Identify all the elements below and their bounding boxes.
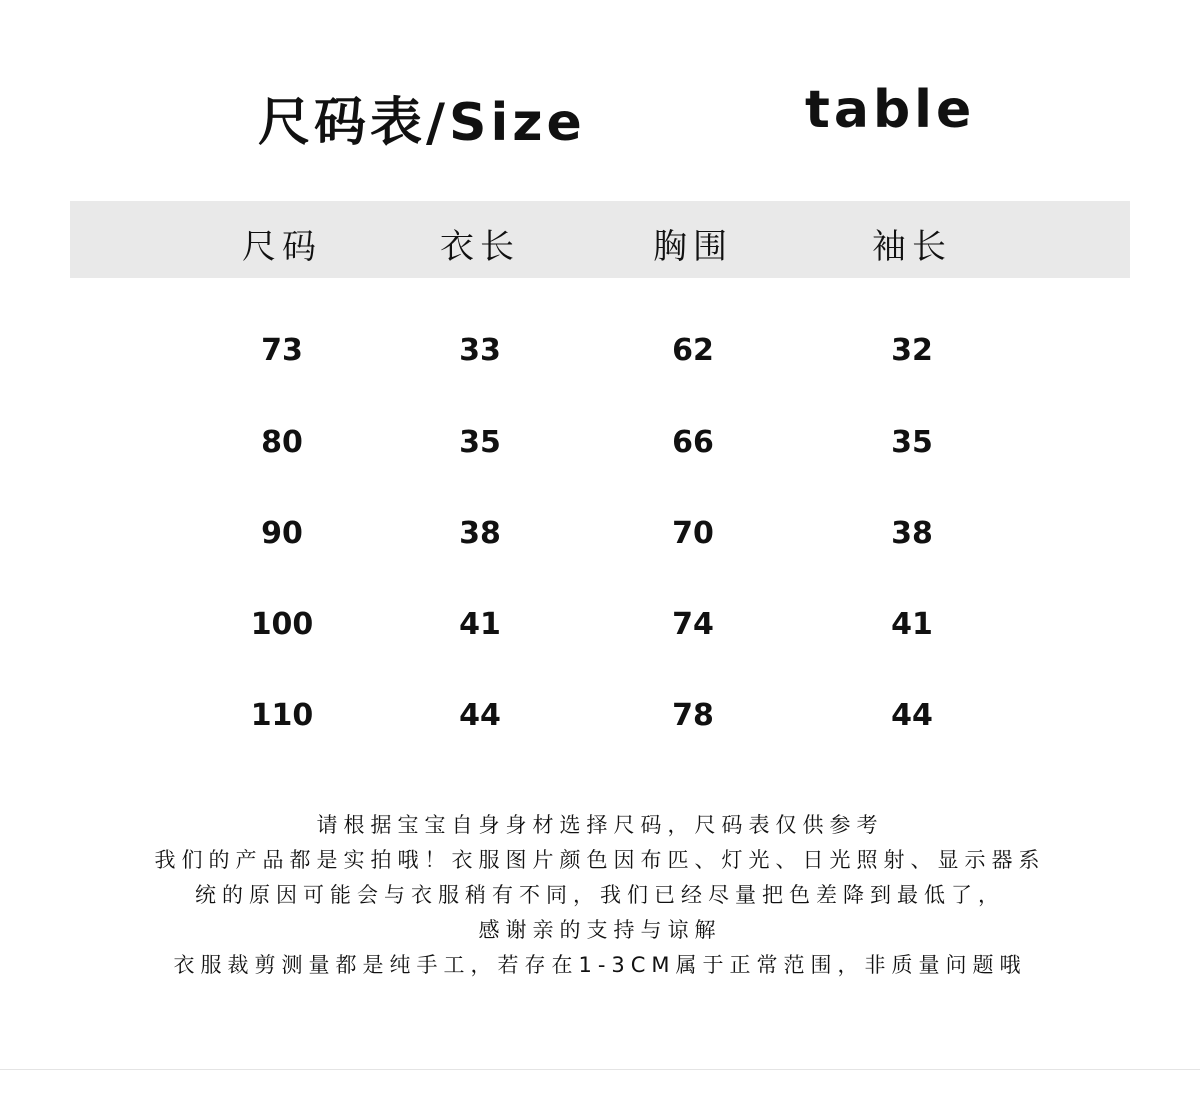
note-line: 衣服裁剪测量都是纯手工，若存在1-3CM属于正常范围，非质量问题哦 — [173, 953, 1027, 977]
note-line: 我们的产品都是实拍哦！衣服图片颜色因布匹、灯光、日光照射、显示器系 — [154, 848, 1046, 872]
note-line: 感谢亲的支持与谅解 — [478, 918, 722, 942]
cell-chest: 62 — [672, 333, 714, 368]
note-line: 统的原因可能会与衣服稍有不同，我们已经尽量把色差降到最低了， — [195, 883, 1005, 907]
cell-size: 90 — [261, 516, 303, 551]
title-main: 尺码表/Size — [258, 93, 586, 153]
bottom-divider — [0, 1069, 1200, 1070]
cell-chest: 66 — [672, 425, 714, 460]
cell-length: 35 — [459, 425, 501, 460]
size-table-header — [70, 201, 1130, 278]
cell-length: 41 — [459, 607, 501, 642]
cell-length: 38 — [459, 516, 501, 551]
title-suffix: table — [805, 80, 976, 140]
note-line: 请根据宝宝自身身材选择尺码，尺码表仅供参考 — [316, 813, 884, 837]
header-size: 尺码 — [242, 227, 322, 267]
cell-sleeve: 38 — [891, 516, 933, 551]
cell-length: 44 — [459, 698, 501, 733]
cell-sleeve: 41 — [891, 607, 933, 642]
size-notes — [60, 808, 1140, 983]
cell-chest: 70 — [672, 516, 714, 551]
header-length: 衣长 — [440, 227, 520, 267]
cell-length: 33 — [459, 333, 501, 368]
cell-chest: 78 — [672, 698, 714, 733]
page-title — [0, 80, 1200, 160]
cell-size: 110 — [250, 698, 314, 733]
cell-chest: 74 — [672, 607, 714, 642]
cell-sleeve: 44 — [891, 698, 933, 733]
cell-size: 100 — [250, 607, 314, 642]
header-sleeve: 袖长 — [872, 227, 952, 267]
cell-sleeve: 32 — [891, 333, 933, 368]
cell-sleeve: 35 — [891, 425, 933, 460]
header-chest: 胸围 — [653, 227, 733, 267]
cell-size: 80 — [261, 425, 303, 460]
cell-size: 73 — [261, 333, 303, 368]
